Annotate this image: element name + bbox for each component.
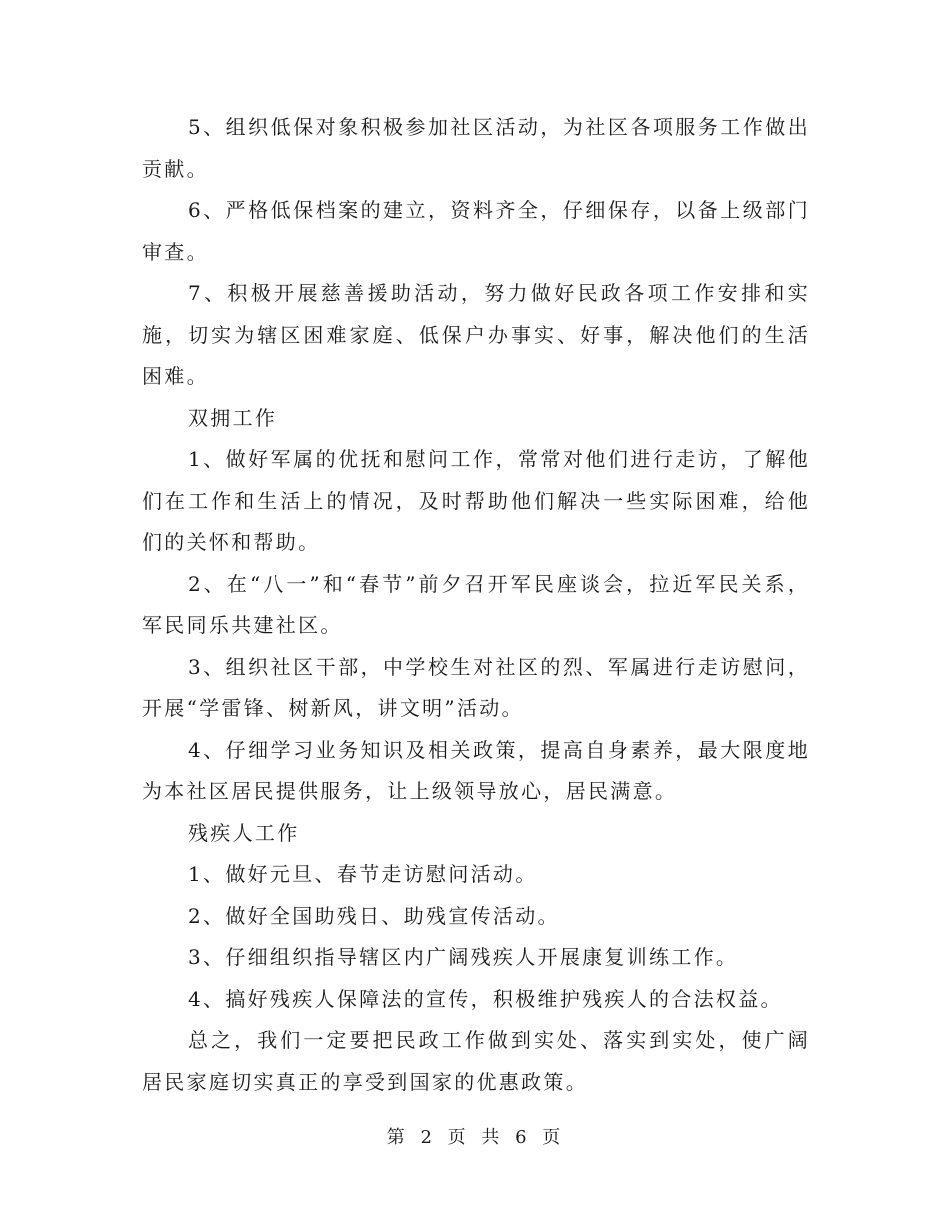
paragraph-canjiren-4: 4、搞好残疾人保障法的宣传，积极维护残疾人的合法权益。 (188, 986, 783, 1011)
paragraph-canjiren-2: 2、做好全国助残日、助残宣传活动。 (188, 903, 560, 928)
paragraph-item-5: 5、组织低保对象积极参加社区活动，为社区各项服务工作做出贡献。 (142, 115, 810, 181)
document-body (142, 107, 810, 1103)
paragraph-shuangyong-2: 2、在“八一”和“春节”前夕召开军民座谈会，拉近军民关系，军民同乐共建社区。 (142, 571, 810, 637)
page-number-footer: 第 2 页 共 6 页 (386, 1127, 564, 1148)
paragraph-canjiren-3: 3、仔细组织指导辖区内广阔残疾人开展康复训练工作。 (188, 945, 739, 969)
paragraph-shuangyong-1: 1、做好军属的优抚和慰问工作，常常对他们进行走访，了解他们在工作和生活上的情况，及时帮助他们解决一些实际困难，给他们的关怀和帮助。 (142, 447, 810, 554)
section-heading-shuangyong: 双拥工作 (188, 405, 278, 430)
paragraph-shuangyong-3: 3、组织社区干部，中学校生对社区的烈、军属进行走访慰问，开展“学雷锋、树新风，讲文明”活动。 (142, 654, 810, 720)
paragraph-shuangyong-4: 4、仔细学习业务知识及相关政策，提高自身素养，最大限度地为本社区居民提供服务，让上级领导放心，居民满意。 (142, 737, 810, 803)
paragraph-canjiren-1: 1、做好元旦、春节走访慰问活动。 (188, 862, 538, 886)
paragraph-item-6: 6、严格低保档案的建立，资料齐全，仔细保存，以备上级部门审查。 (142, 198, 810, 264)
paragraph-conclusion: 总之，我们一定要把民政工作做到实处、落实到实处，使广阔居民家庭切实真正的享受到国家的优惠政策。 (142, 1028, 810, 1094)
paragraph-item-7: 7、积极开展慈善援助活动，努力做好民政各项工作安排和实施，切实为辖区困难家庭、低保户办事实、好事，解决他们的生活困难。 (142, 281, 810, 388)
section-heading-canjiren: 残疾人工作 (188, 820, 300, 845)
